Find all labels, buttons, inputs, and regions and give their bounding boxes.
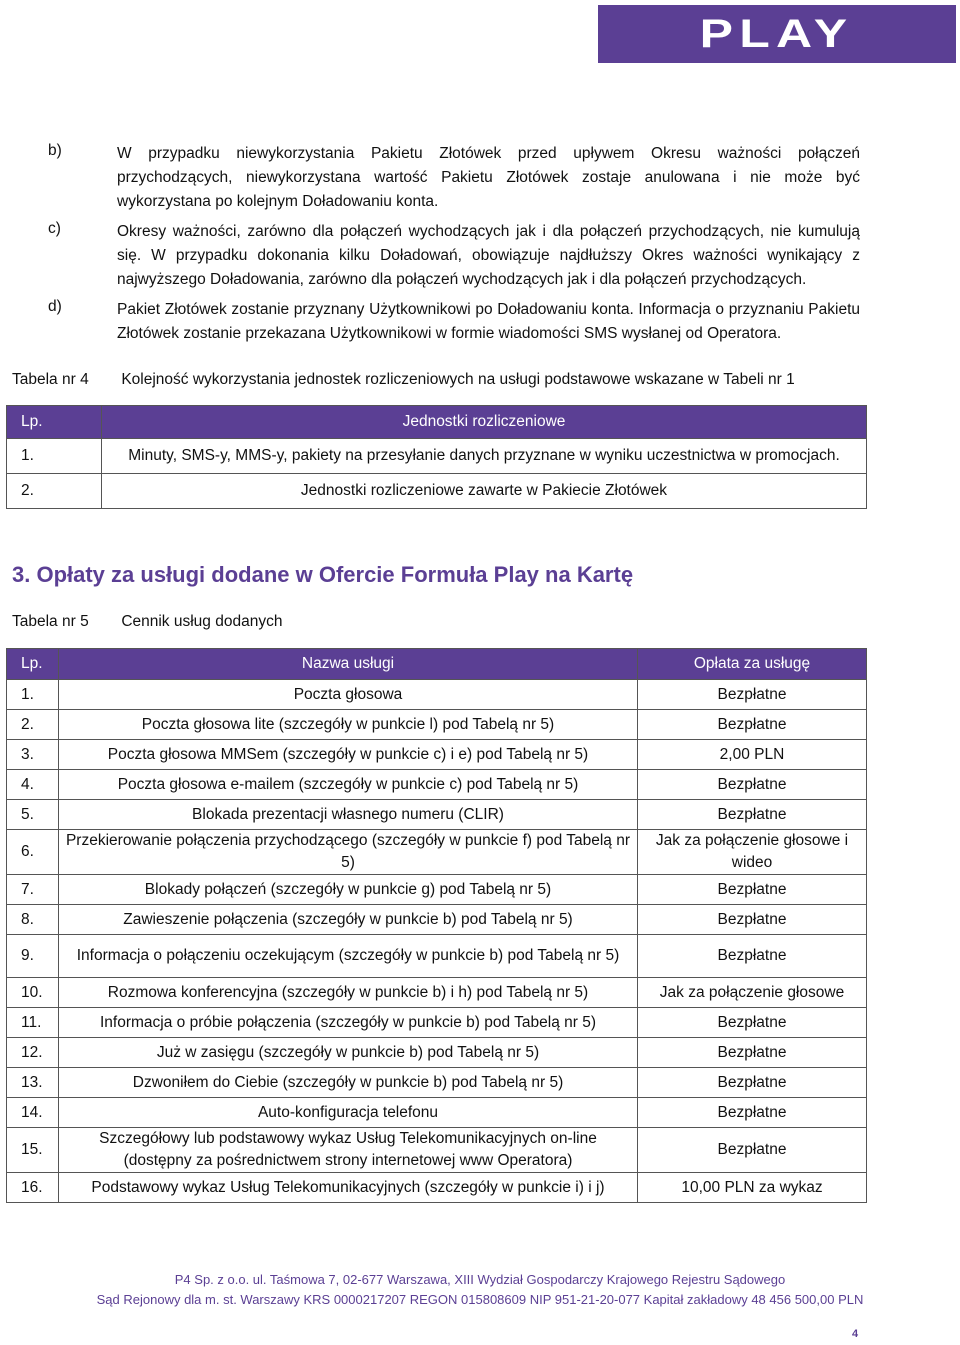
clause-list <box>0 142 960 352</box>
cell-name: Informacja o próbie połączenia (szczegóły w punkcie b) pod Tabelą nr 5) <box>59 1008 638 1038</box>
cell-name: Auto-konfiguracja telefonu <box>59 1098 638 1128</box>
table-row <box>7 1038 867 1068</box>
table-row <box>7 740 867 770</box>
cell-fee: Jak za połączenie głosowe <box>638 978 867 1008</box>
table-row <box>7 474 867 509</box>
cell-lp: 7. <box>7 875 59 905</box>
table-row <box>7 1173 867 1203</box>
cell-fee: Bezpłatne <box>638 800 867 830</box>
table-row <box>7 875 867 905</box>
table-row <box>7 905 867 935</box>
clause-item <box>0 220 960 292</box>
cell-fee: 2,00 PLN <box>638 740 867 770</box>
cell-name: Blokady połączeń (szczegóły w punkcie g) pod Tabelą nr 5) <box>59 875 638 905</box>
cell-lp: 14. <box>7 1098 59 1128</box>
table-row <box>7 710 867 740</box>
cell-name: Poczta głosowa lite (szczegóły w punkcie l) pod Tabelą nr 5) <box>59 710 638 740</box>
table4-label: Tabela nr 4 <box>12 371 89 388</box>
cell-name: Minuty, SMS-y, MMS-y, pakiety na przesyłanie danych przyznane w wyniku uczestnictwa w promocjach. <box>102 439 867 474</box>
cell-fee: 10,00 PLN za wykaz <box>638 1173 867 1203</box>
cell-lp: 2. <box>7 710 59 740</box>
cell-fee: Bezpłatne <box>638 1128 867 1173</box>
table5-title: Cennik usług dodanych <box>121 613 283 630</box>
cell-lp: 1. <box>7 439 102 474</box>
cell-fee: Bezpłatne <box>638 905 867 935</box>
cell-fee: Bezpłatne <box>638 1098 867 1128</box>
logo-text: PLAY <box>700 11 854 56</box>
cell-name: Podstawowy wykaz Usług Telekomunikacyjnych (szczegóły w punkcie i) i j) <box>59 1173 638 1203</box>
clause-text: Okresy ważności, zarówno dla połączeń wychodzących jak i dla połączeń przychodzących, nie kumulują się. W przypadku dokonania kilku Doładowań, obowiązuje najdłuższy Okres ważności wynikający z najwyższego Doładowania, zarówno dla połączeń wychodzących jak i dla połączeń przychodzących. <box>117 223 860 288</box>
cell-fee: Bezpłatne <box>638 875 867 905</box>
clause-item <box>0 142 960 214</box>
table-row <box>7 1008 867 1038</box>
table-row <box>7 800 867 830</box>
table-row <box>7 1128 867 1173</box>
cell-name: Przekierowanie połączenia przychodzącego (szczegóły w punkcie f) pod Tabelą nr 5) <box>59 830 638 875</box>
cell-fee: Bezpłatne <box>638 1038 867 1068</box>
cell-lp: 3. <box>7 740 59 770</box>
cell-name: Blokada prezentacji własnego numeru (CLIR) <box>59 800 638 830</box>
cell-lp: 11. <box>7 1008 59 1038</box>
clause-text: Pakiet Złotówek zostanie przyznany Użytkownikowi po Doładowaniu konta. Informacja o przyznaniu Pakietu Złotówek zostanie przekazana Użytkownikowi w formie wiadomości SMS wysłanej od Operatora. <box>117 301 860 342</box>
cell-lp: 15. <box>7 1128 59 1173</box>
cell-name: Już w zasięgu (szczegóły w punkcie b) pod Tabelą nr 5) <box>59 1038 638 1068</box>
table5-caption <box>12 613 282 631</box>
cell-name: Rozmowa konferencyjna (szczegóły w punkcie b) i h) pod Tabelą nr 5) <box>59 978 638 1008</box>
cell-fee: Bezpłatne <box>638 1008 867 1038</box>
cell-lp: 10. <box>7 978 59 1008</box>
cell-lp: 6. <box>7 830 59 875</box>
cell-name: Dzwoniłem do Ciebie (szczegóły w punkcie b) pod Tabelą nr 5) <box>59 1068 638 1098</box>
cell-name: Jednostki rozliczeniowe zawarte w Pakiecie Złotówek <box>102 474 867 509</box>
table-row <box>7 935 867 978</box>
cell-name: Poczta głosowa e-mailem (szczegóły w punkcie c) pod Tabelą nr 5) <box>59 770 638 800</box>
table-row <box>7 1068 867 1098</box>
table5-label: Tabela nr 5 <box>12 613 89 630</box>
cell-lp: 16. <box>7 1173 59 1203</box>
footer-line-registry: Sąd Rejonowy dla m. st. Warszawy KRS 0000217207 REGON 015808609 NIP 951-21-20-077 Kapitał zakładowy 48 456 500,00 PLN <box>96 1292 864 1307</box>
cell-name: Szczegółowy lub podstawowy wykaz Usług Telekomunikacyjnych on-line (dostępny za pośrednictwem strony internetowej www Operatora) <box>59 1128 638 1173</box>
play-logo <box>598 5 956 63</box>
col-header-units: Jednostki rozliczeniowe <box>102 406 867 439</box>
table-row <box>7 680 867 710</box>
clause-text: W przypadku niewykorzystania Pakietu Złotówek przed upływem Okresu ważności połączeń przychodzących, niewykorzystana wartość Pakietu Złotówek zostaje anulowana i nie może być wykorzystana po kolejnym Doładowaniu konta. <box>117 145 860 210</box>
clause-marker: c) <box>48 220 61 237</box>
cell-fee: Bezpłatne <box>638 935 867 978</box>
col-header-lp: Lp. <box>7 406 102 439</box>
cell-lp: 9. <box>7 935 59 978</box>
clause-marker: d) <box>48 298 62 315</box>
cell-fee: Jak za połączenie głosowe i wideo <box>638 830 867 875</box>
price-list-table <box>6 648 867 1203</box>
clause-marker: b) <box>48 142 62 159</box>
table4-caption <box>12 371 795 389</box>
footer-line-company: P4 Sp. z o.o. ul. Taśmowa 7, 02-677 Warszawa, XIII Wydział Gospodarczy Krajowego Rejestru Sądowego <box>174 1272 786 1287</box>
cell-lp: 13. <box>7 1068 59 1098</box>
table-row <box>7 439 867 474</box>
cell-lp: 1. <box>7 680 59 710</box>
cell-fee: Bezpłatne <box>638 680 867 710</box>
cell-name: Informacja o połączeniu oczekującym (szczegóły w punkcie b) pod Tabelą nr 5) <box>59 935 638 978</box>
cell-name: Poczta głosowa MMSem (szczegóły w punkcie c) i e) pod Tabelą nr 5) <box>59 740 638 770</box>
table-row <box>7 978 867 1008</box>
table4-title: Kolejność wykorzystania jednostek rozliczeniowych na usługi podstawowe wskazane w Tabeli nr 1 <box>121 371 795 388</box>
cell-lp: 5. <box>7 800 59 830</box>
table-row <box>7 1098 867 1128</box>
cell-fee: Bezpłatne <box>638 770 867 800</box>
page-number: 4 <box>852 1328 859 1340</box>
section-title: 3. Opłaty za usługi dodane w Ofercie Formuła Play na Kartę <box>12 562 634 587</box>
table-row <box>7 830 867 875</box>
cell-fee: Bezpłatne <box>638 1068 867 1098</box>
clause-item <box>0 298 960 346</box>
cell-lp: 8. <box>7 905 59 935</box>
cell-name: Poczta głosowa <box>59 680 638 710</box>
settlement-units-table <box>6 405 867 509</box>
cell-lp: 12. <box>7 1038 59 1068</box>
col-header-lp: Lp. <box>7 649 59 680</box>
cell-lp: 2. <box>7 474 102 509</box>
cell-name: Zawieszenie połączenia (szczegóły w punkcie b) pod Tabelą nr 5) <box>59 905 638 935</box>
cell-fee: Bezpłatne <box>638 710 867 740</box>
col-header-fee: Opłata za usługę <box>638 649 867 680</box>
col-header-service-name: Nazwa usługi <box>59 649 638 680</box>
cell-lp: 4. <box>7 770 59 800</box>
table-row <box>7 770 867 800</box>
